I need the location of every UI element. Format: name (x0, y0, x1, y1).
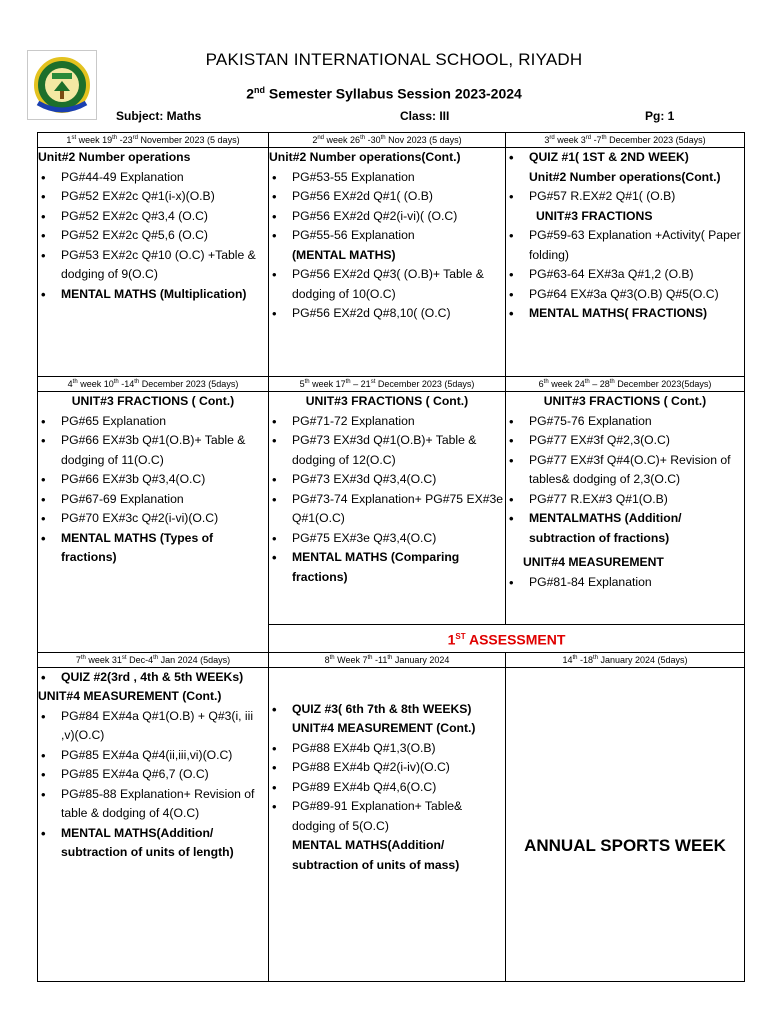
week-9-header: 14th -18th January 2024 (5days) (506, 652, 745, 667)
page-number: Pg: 1 (645, 109, 675, 123)
week-1-content (38, 148, 269, 377)
week-2-header: 2nd week 26th -30th Nov 2023 (5 days) (269, 133, 506, 148)
list-item: • PG#55-56 Explanation (269, 226, 505, 246)
list-item: • PG#73-74 Explanation+ PG#75 EX#3e Q#1(O.C) (269, 490, 505, 529)
week-header-row (38, 133, 745, 148)
list-item: • PG#56 EX#2d Q#1( (O.B) (269, 187, 505, 207)
list-item: • PG#85-88 Explanation+ Revision of table & dodging of 4(O.C) (38, 785, 268, 824)
list-item: • PG#85 EX#4a Q#4(ii,iii,vi)(O.C) (38, 746, 268, 766)
list-item: • PG#56 EX#2d Q#2(i-vi)( (O.C) (269, 207, 505, 227)
list-item: • PG#71-72 Explanation (269, 412, 505, 432)
list-item: • PG#77 EX#3f Q#2,3(O.C) (506, 431, 744, 451)
school-name: PAKISTAN INTERNATIONAL SCHOOL, RIYADH (205, 50, 583, 69)
week-header-row (38, 377, 745, 392)
mental-maths-item: • MENTAL MATHS( FRACTIONS) (506, 304, 744, 324)
mental-maths-item: • MENTAL MATHS (Comparing fractions) (269, 548, 505, 587)
week-content-row (38, 667, 745, 981)
week-4-content (38, 392, 269, 653)
quiz-item: • QUIZ #2(3rd , 4th & 5th WEEKs) (38, 668, 268, 688)
unit-heading: UNIT#4 MEASUREMENT (Cont.) (292, 721, 476, 736)
mental-maths-item: • MENTAL MATHS (Types of fractions) (38, 529, 268, 568)
list-item: • PG#85 EX#4a Q#6,7 (O.C) (38, 765, 268, 785)
quiz-item: • QUIZ #3( 6th 7th & 8th WEEKS) (269, 700, 505, 720)
week-7-header: 7th week 31st Dec-4th Jan 2024 (5days) (38, 652, 269, 667)
list-item: • PG#77 EX#3f Q#4(O.C)+ Revision of tables& dodging of 2,3(O.C) (506, 451, 744, 490)
mental-maths-item: • MENTAL MATHS(Addition/ subtraction of units of length) (38, 824, 268, 863)
list-item: • PG#56 EX#2d Q#3( (O.B)+ Table & dodging of 10(O.C) (269, 265, 505, 304)
class-label: Class: III (400, 109, 450, 123)
syllabus-table (37, 132, 745, 982)
list-item: • PG#88 EX#4b Q#1,3(O.B) (269, 739, 505, 759)
list-item: • PG#59-63 Explanation +Activity( Paper folding) (506, 226, 744, 265)
week-content-row (38, 392, 745, 625)
quiz-item: • QUIZ #1( 1ST & 2ND WEEK) (506, 148, 744, 168)
list-item: • PG#67-69 Explanation (38, 490, 268, 510)
list-item: • PG#66 EX#3b Q#3,4(O.C) (38, 470, 268, 490)
unit-heading: UNIT#3 FRACTIONS ( Cont.) (543, 394, 707, 408)
list-item: • PG#52 EX#2c Q#1(i-x)(O.B) (38, 187, 268, 207)
list-item: • PG#65 Explanation (38, 412, 268, 432)
list-item: • PG#81-84 Explanation (506, 573, 744, 593)
syllabus-title: 2nd Semester Syllabus Session 2023-2024 (246, 85, 522, 102)
mental-maths-label: MENTAL MATHS(Addition/ subtraction of units of mass) (292, 838, 460, 872)
week-5-content (269, 392, 506, 625)
week-3-content (506, 148, 745, 377)
list-item: • PG#84 EX#4a Q#1(O.B) + Q#3(i, iii ,v)(O.C) (38, 707, 268, 746)
list-item: • PG#53 EX#2c Q#10 (O.C) +Table & dodging of 9(O.C) (38, 246, 268, 285)
week-2-content (269, 148, 506, 377)
list-item: • PG#70 EX#3c Q#2(i-vi)(O.C) (38, 509, 268, 529)
list-item: • PG#56 EX#2d Q#8,10( (O.C) (269, 304, 505, 324)
week-6-content (506, 392, 745, 625)
week-header-row (38, 652, 745, 667)
list-item: • PG#44-49 Explanation (38, 168, 268, 188)
list-item: • PG#73 EX#3d Q#1(O.B)+ Table & dodging of 12(O.C) (269, 431, 505, 470)
list-item: • PG#73 EX#3d Q#3,4(O.C) (269, 470, 505, 490)
list-item: • PG#57 R.EX#2 Q#1( (O.B) (506, 187, 744, 207)
mental-maths-item: • MENTAL MATHS (Multiplication) (38, 285, 268, 305)
list-item: • PG#89-91 Explanation+ Table& dodging of 5(O.C) (269, 797, 505, 836)
unit-heading: Unit#2 Number operations (38, 150, 191, 164)
week-9-content (506, 667, 745, 981)
list-item: • PG#63-64 EX#3a Q#1,2 (O.B) (506, 265, 744, 285)
first-assessment-banner: 1ST ASSESSMENT (269, 625, 745, 653)
unit-heading: Unit#2 Number operations(Cont.) (529, 169, 721, 184)
annual-sports-week-label: ANNUAL SPORTS WEEK (524, 835, 726, 855)
week-6-header: 6th week 24th – 28th December 2023(5days) (506, 377, 745, 392)
list-item: • PG#88 EX#4b Q#2(i-iv)(O.C) (269, 758, 505, 778)
unit-heading: UNIT#4 MEASUREMENT (Cont.) (38, 689, 222, 704)
week-5-header: 5th week 17th – 21st December 2023 (5days) (269, 377, 506, 392)
week-8-header: 8th Week 7th -11th January 2024 (269, 652, 506, 667)
list-item: • PG#53-55 Explanation (269, 168, 505, 188)
unit-heading: UNIT#3 FRACTIONS ( Cont.) (71, 394, 235, 408)
list-item: • PG#75-76 Explanation (506, 412, 744, 432)
mental-maths-label: (MENTAL MATHS) (292, 247, 396, 262)
list-item: • PG#52 EX#2c Q#3,4 (O.C) (38, 207, 268, 227)
unit-heading: UNIT#3 FRACTIONS ( Cont.) (305, 394, 469, 408)
subject-label: Subject: Maths (116, 109, 202, 123)
week-7-content (38, 667, 269, 981)
week-3-header: 3rd week 3rd -7th December 2023 (5days) (506, 133, 745, 148)
week-8-content (269, 667, 506, 981)
unit-heading: Unit#2 Number operations(Cont.) (269, 150, 461, 164)
list-item: • PG#77 R.EX#3 Q#1(O.B) (506, 490, 744, 510)
week-4-header: 4th week 10th -14th December 2023 (5days) (38, 377, 269, 392)
mental-maths-item: • MENTALMATHS (Addition/ subtraction of fractions) (506, 509, 744, 548)
week-content-row (38, 148, 745, 377)
list-item: • PG#75 EX#3e Q#3,4(O.C) (269, 529, 505, 549)
list-item: • PG#66 EX#3b Q#1(O.B)+ Table & dodging of 11(O.C) (38, 431, 268, 470)
week-1-header: 1st week 19th -23rd November 2023 (5 days) (38, 133, 269, 148)
list-item: • PG#89 EX#4b Q#4,6(O.C) (269, 778, 505, 798)
list-item: • PG#64 EX#3a Q#3(O.B) Q#5(O.C) (506, 285, 744, 305)
unit-heading: UNIT#3 FRACTIONS (536, 208, 653, 223)
list-item: • PG#52 EX#2c Q#5,6 (O.C) (38, 226, 268, 246)
unit-heading: UNIT#4 MEASUREMENT (523, 555, 664, 569)
